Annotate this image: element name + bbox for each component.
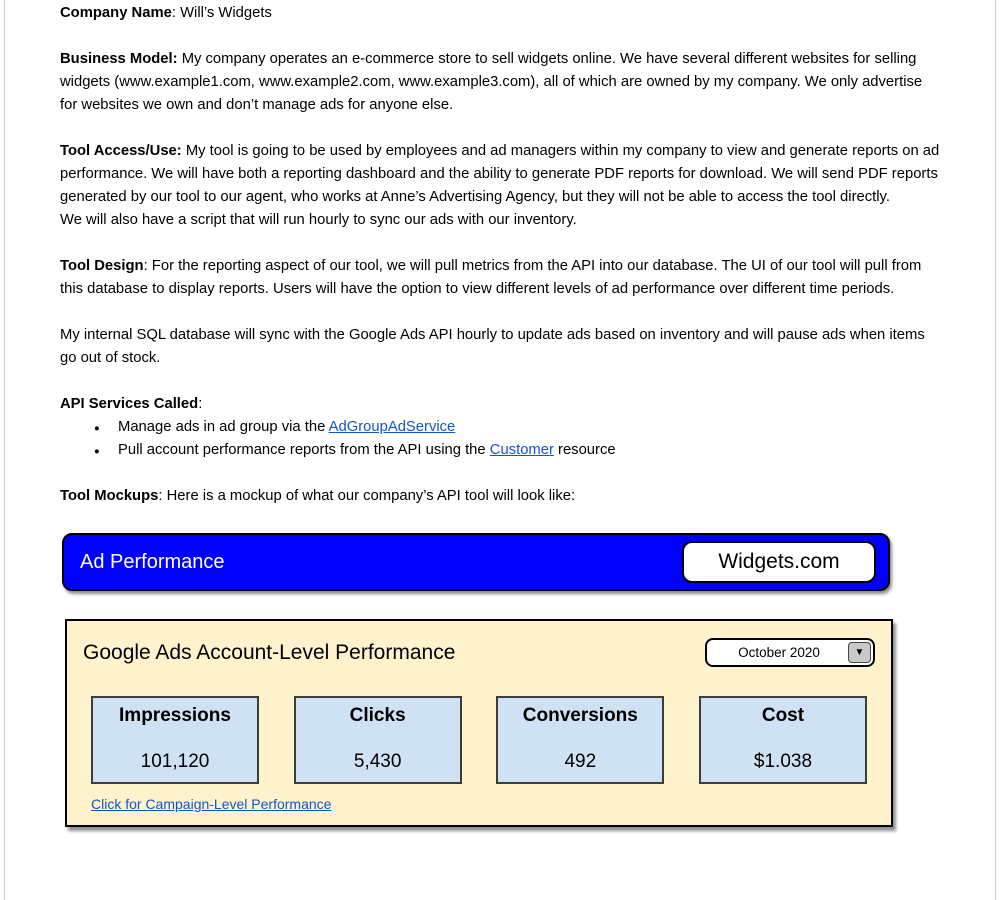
campaign-link-row: [91, 796, 875, 814]
metric-label: Impressions: [119, 705, 231, 726]
document-page: [4, 0, 996, 900]
metric-value: 5,430: [353, 751, 402, 772]
paragraph-tool-design: [60, 255, 940, 301]
metric-label: Cost: [761, 705, 805, 726]
paragraph-company-name: [60, 2, 940, 25]
metric-card-cost: [699, 696, 867, 784]
tool-access-line1: [60, 140, 940, 209]
metric-value: $1.038: [753, 751, 813, 772]
bullet-text-post: resource: [553, 442, 616, 458]
metric-card-conversions: [496, 696, 664, 784]
api-services-colon: :: [198, 396, 203, 412]
period-dropdown[interactable]: [705, 638, 875, 667]
metric-value: 101,120: [140, 751, 210, 772]
bullet-text-pre: Manage ads in ad group via the: [118, 419, 329, 435]
tool-mockups-label: Tool Mockups: [60, 488, 159, 504]
business-model-text: My company operates an e-commerce store to sell widgets online. We have several different websites for selling widgets (www.example1.com, www.example2.com, www.example3.com), all of which are owned by my company. We only advertise for websites we own and don’t manage ads for anyone else.: [60, 51, 923, 113]
metric-card-impressions: [91, 696, 259, 784]
account-performance-panel: [65, 619, 893, 827]
metric-card-clicks: [294, 696, 462, 784]
tool-access-line2: We will also have a script that will run hourly to sync our ads with our inventory.: [60, 212, 577, 228]
tool-design-text: : For the reporting aspect of our tool, we will pull metrics from the API into our database. The UI of our tool will pull from this database to display reports. Users will have the option to view different levels of ad performance over different time periods.: [60, 258, 922, 297]
api-services-list: [60, 416, 940, 462]
paragraph-business-model: [60, 48, 940, 117]
list-item-customer: [118, 439, 940, 462]
company-name-label: Company Name: [60, 5, 172, 21]
campaign-level-link[interactable]: Click for Campaign-Level Performance: [91, 796, 332, 812]
metric-cards-row: [83, 696, 875, 784]
adgroupadservice-link[interactable]: AdGroupAdService: [328, 419, 456, 435]
chevron-down-icon: ▼: [854, 647, 865, 658]
bullet-text-pre: Pull account performance reports from the API using the: [118, 442, 490, 458]
site-button[interactable]: Widgets.com: [682, 541, 876, 583]
panel-title: Google Ads Account-Level Performance: [83, 640, 456, 664]
tool-design-label: Tool Design: [60, 258, 144, 274]
paragraph-tool-mockups: [60, 485, 940, 508]
metric-label: Conversions: [522, 705, 638, 726]
dropdown-arrow-button[interactable]: [848, 642, 871, 663]
company-name-text: : Will’s Widgets: [171, 5, 272, 21]
customer-link[interactable]: Customer: [489, 442, 554, 458]
mockup-app-header: [62, 533, 890, 591]
paragraph-api-services: [60, 393, 940, 416]
list-item-adgroupadservice: [118, 416, 940, 439]
api-services-label: API Services Called: [60, 396, 199, 412]
tool-access-label: Tool Access/Use:: [60, 143, 182, 159]
period-dropdown-value: October 2020: [738, 645, 820, 660]
metric-label: Clicks: [349, 705, 406, 726]
paragraph-sql-note: My internal SQL database will sync with the Google Ads API hourly to update ads based on inventory and will pause ads when items go out of stock.: [60, 327, 925, 366]
mockup-app-title: Ad Performance: [80, 550, 225, 573]
tool-mockups-text: : Here is a mockup of what our company’s API tool will look like:: [158, 488, 576, 504]
tool-access-text1: My tool is going to be used by employees and ad managers within my company to view and generate reports on ad performance. We will have both a reporting dashboard and the ability to generate PDF reports for download. We will send PDF reports generated by our tool to our agent, who works at Anne’s Advertising Agency, but they will not be able to access the tool directly.: [60, 143, 940, 205]
business-model-label: Business Model:: [60, 51, 178, 67]
paragraph-tool-access: [60, 140, 940, 232]
metric-value: 492: [564, 751, 597, 772]
panel-header: [83, 638, 875, 667]
